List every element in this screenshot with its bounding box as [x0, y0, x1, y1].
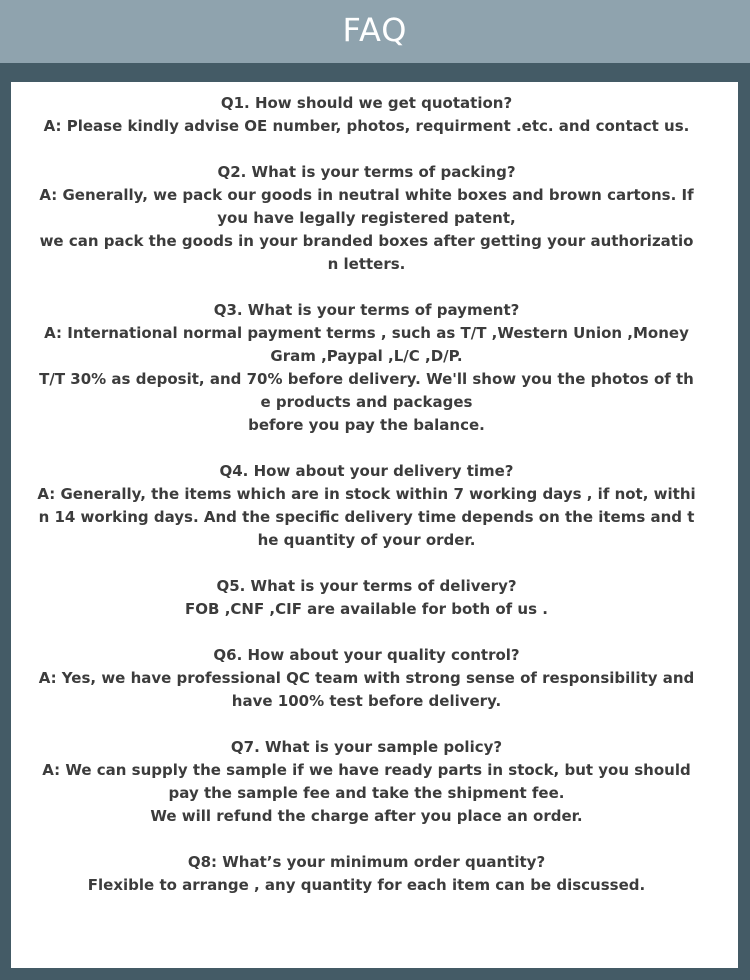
faq-answer-line: FOB ,CNF ,CIF are available for both of us . [185, 600, 548, 618]
faq-item-7 [37, 736, 696, 828]
faq-item-2 [37, 161, 696, 276]
faq-answer-line: A: Generally, the items which are in stock within 7 working days , if not, within 14 working days. And the specific delivery time depends on the items and the quantity of your order. [37, 485, 696, 549]
faq-answer-line: A: We can supply the sample if we have ready parts in stock, but you should pay the sample fee and take the shipment fee. [42, 761, 691, 802]
faq-question: Q3. What is your terms of payment? [213, 301, 520, 319]
faq-item-6 [37, 644, 696, 713]
faq-item-3 [37, 299, 696, 437]
faq-answer-line: A: Please kindly advise OE number, photos, requirment .etc. and contact us. [43, 117, 690, 135]
faq-answer-line: Flexible to arrange , any quantity for each item can be discussed. [87, 876, 646, 894]
faq-answer-line: A: Generally, we pack our goods in neutral white boxes and brown cartons. If you have legally registered patent, [39, 186, 694, 227]
faq-answer-line: we can pack the goods in your branded boxes after getting your authorization letters. [39, 232, 694, 273]
page-title: FAQ [342, 10, 408, 49]
faq-question: Q6. How about your quality control? [213, 646, 520, 664]
faq-item-8 [37, 851, 696, 897]
faq-item-5 [37, 575, 696, 621]
faq-answer-line: before you pay the balance. [248, 416, 485, 434]
faq-answer-line: We will refund the charge after you place an order. [150, 807, 583, 825]
faq-panel [11, 82, 738, 968]
faq-answer-line: T/T 30% as deposit, and 70% before delivery. We'll show you the photos of the products and packages [39, 370, 694, 411]
faq-header [0, 0, 750, 63]
faq-question: Q1. How should we get quotation? [220, 94, 513, 112]
faq-question: Q7. What is your sample policy? [230, 738, 503, 756]
faq-answer-line: A: International normal payment terms , such as T/T ,Western Union ,Money Gram ,Paypal ,L/C ,D/P. [44, 324, 689, 365]
faq-item-1 [37, 92, 696, 138]
faq-question: Q5. What is your terms of delivery? [216, 577, 517, 595]
faq-item-4 [37, 460, 696, 552]
faq-question: Q4. How about your delivery time? [219, 462, 514, 480]
faq-answer-line: A: Yes, we have professional QC team with strong sense of responsibility and have 100% test before delivery. [38, 669, 695, 710]
faq-question: Q2. What is your terms of packing? [217, 163, 516, 181]
faq-question: Q8: What’s your minimum order quantity? [187, 853, 546, 871]
